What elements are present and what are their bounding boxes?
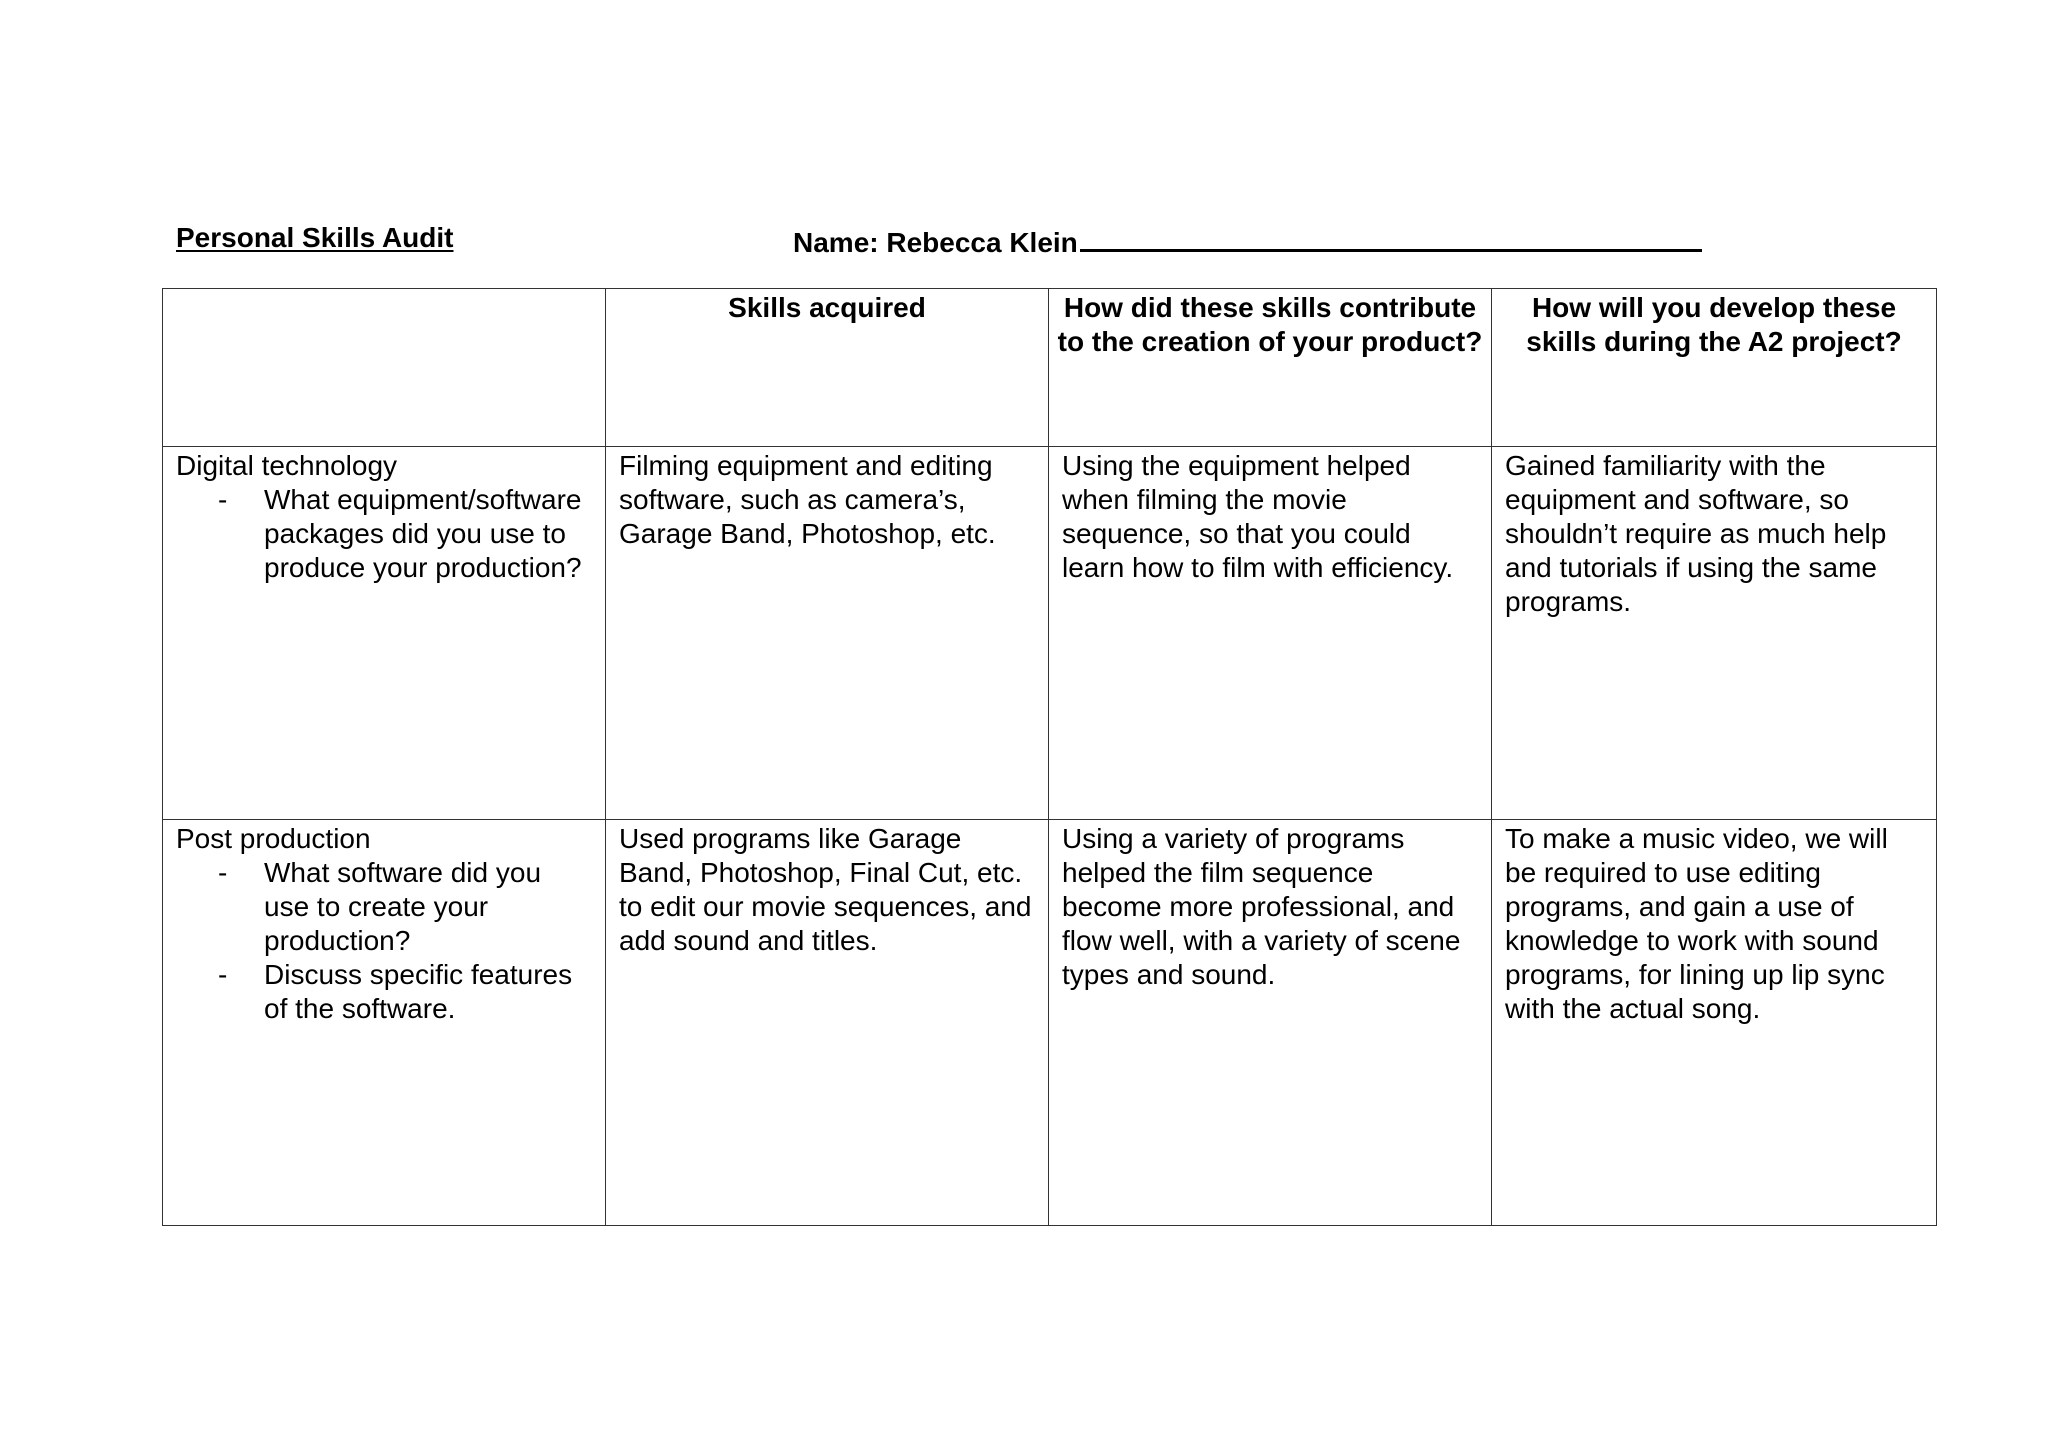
contribution-cell: Using a variety of programs helped the film sequence become more professional, and flow well, with a variety of scene types and sound. — [1049, 820, 1492, 1226]
header-cell-skills: Skills acquired — [606, 289, 1049, 447]
row-label: Post production — [176, 823, 371, 854]
table-row — [163, 820, 1937, 1226]
name-label: Name: Rebecca Klein — [793, 227, 1078, 258]
table-row — [163, 447, 1937, 820]
prompt-text: What software did you use to create your production? — [264, 857, 542, 956]
name-line — [793, 222, 1702, 259]
dash-bullet: - — [218, 959, 228, 990]
row-label-cell — [163, 820, 606, 1226]
prompt-item — [176, 483, 593, 585]
skills-cell: Used programs like Garage Band, Photoshop, Final Cut, etc. to edit our movie sequences, and add sound and titles. — [606, 820, 1049, 1226]
header-cell-development: How will you develop these skills during the A2 project? — [1492, 289, 1937, 447]
prompt-list — [176, 483, 593, 585]
skills-cell: Filming equipment and editing software, such as camera’s, Garage Band, Photoshop, etc. — [606, 447, 1049, 820]
document-title: Personal Skills Audit — [176, 222, 454, 253]
development-cell: Gained familiarity with the equipment and software, so shouldn’t require as much help and tutorials if using the same programs. — [1492, 447, 1937, 820]
header-cell-contribution: How did these skills contribute to the creation of your product? — [1049, 289, 1492, 447]
dash-bullet: - — [218, 857, 228, 888]
prompt-text: Discuss specific features of the software. — [264, 959, 573, 1024]
development-cell: To make a music video, we will be required to use editing programs, and gain a use of knowledge to work with sound programs, for lining up lip sync with the actual song. — [1492, 820, 1937, 1226]
contribution-cell: Using the equipment helped when filming the movie sequence, so that you could learn how to film with efficiency. — [1049, 447, 1492, 820]
row-label-cell — [163, 447, 606, 820]
prompt-item — [176, 856, 593, 958]
prompt-text: What equipment/software packages did you use to produce your production? — [264, 484, 582, 583]
header-cell-empty — [163, 289, 606, 447]
dash-bullet: - — [218, 484, 228, 515]
name-underline-blank — [1080, 222, 1702, 252]
skills-audit-table — [162, 288, 1937, 1226]
row-label: Digital technology — [176, 450, 398, 481]
table-header-row — [163, 289, 1937, 447]
prompt-list — [176, 856, 593, 1026]
prompt-item — [176, 958, 593, 1026]
